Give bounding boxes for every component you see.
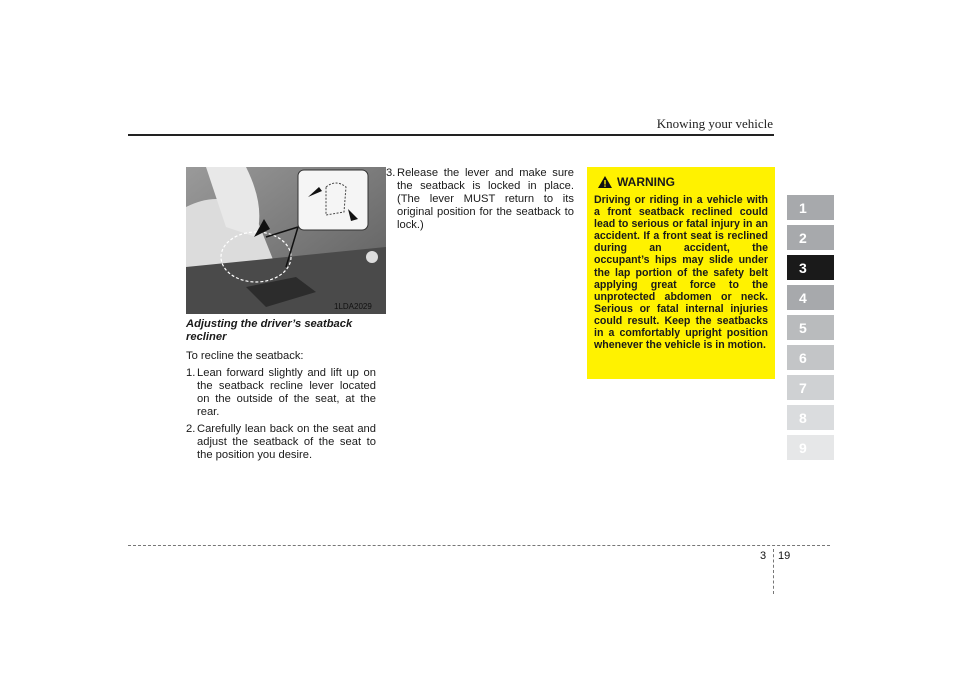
steps-list (186, 367, 376, 462)
step-text: Release the lever and make sure the seatback is locked in place. (The lever MUST return to its original position for the seatback to lock.) (397, 167, 574, 231)
chapter-tab-1[interactable]: 1 (787, 195, 834, 220)
chapter-tab-2[interactable]: 2 (787, 225, 834, 250)
chapter-tab-9[interactable]: 9 (787, 435, 834, 460)
page-separator (773, 549, 774, 594)
chapter-tab-3[interactable]: 3 (787, 255, 834, 280)
page-chapter-number: 3 (760, 550, 767, 562)
header-rule (128, 134, 774, 136)
footer-rule (128, 545, 830, 546)
warning-title: WARNING (617, 175, 675, 189)
step-number: 2. (186, 423, 196, 435)
list-item (386, 167, 574, 232)
step-number: 1. (186, 367, 196, 379)
step-number: 3. (386, 167, 396, 179)
warning-box (587, 167, 775, 379)
intro-text: To recline the seatback: (186, 350, 304, 362)
warning-text: Driving or riding in a vehicle with a front seatback reclined could lead to serious or fatal injury in an accident. If a front seat is reclined during an accident, the occupant’s hips may slide under the lap portion of the safety belt applying great force to the unprotected abdomen or neck. Serious or fatal internal injuries could result. Keep the seatbacks in a comfortably upright position whenever the vehicle is in motion. (594, 194, 768, 352)
chapter-tab-5[interactable]: 5 (787, 315, 834, 340)
seat-recliner-illustration (186, 167, 386, 314)
recliner-instructions (186, 318, 376, 466)
chapter-tab-8[interactable]: 8 (787, 405, 834, 430)
recliner-instructions-cont (386, 167, 574, 232)
chapter-tabs (787, 195, 834, 465)
step-text: Lean forward slightly and lift up on the seatback recline lever located on the outside of the seat, at the rear. (197, 367, 376, 418)
chapter-tab-6[interactable]: 6 (787, 345, 834, 370)
section-title: Knowing your vehicle (656, 116, 773, 131)
warning-triangle-icon (598, 176, 612, 188)
figure-code: 1LDA2029 (334, 302, 372, 311)
page-number: 19 (778, 550, 791, 562)
chapter-tab-4[interactable]: 4 (787, 285, 834, 310)
chapter-tab-7[interactable]: 7 (787, 375, 834, 400)
recliner-photo-icon (186, 167, 386, 314)
subheading: Adjusting the driver’s seatback recliner (186, 318, 353, 343)
step-text: Carefully lean back on the seat and adjust the seatback of the seat to the position you desire. (197, 423, 376, 461)
list-item (186, 423, 376, 462)
list-item (186, 367, 376, 419)
warning-header (598, 175, 768, 189)
